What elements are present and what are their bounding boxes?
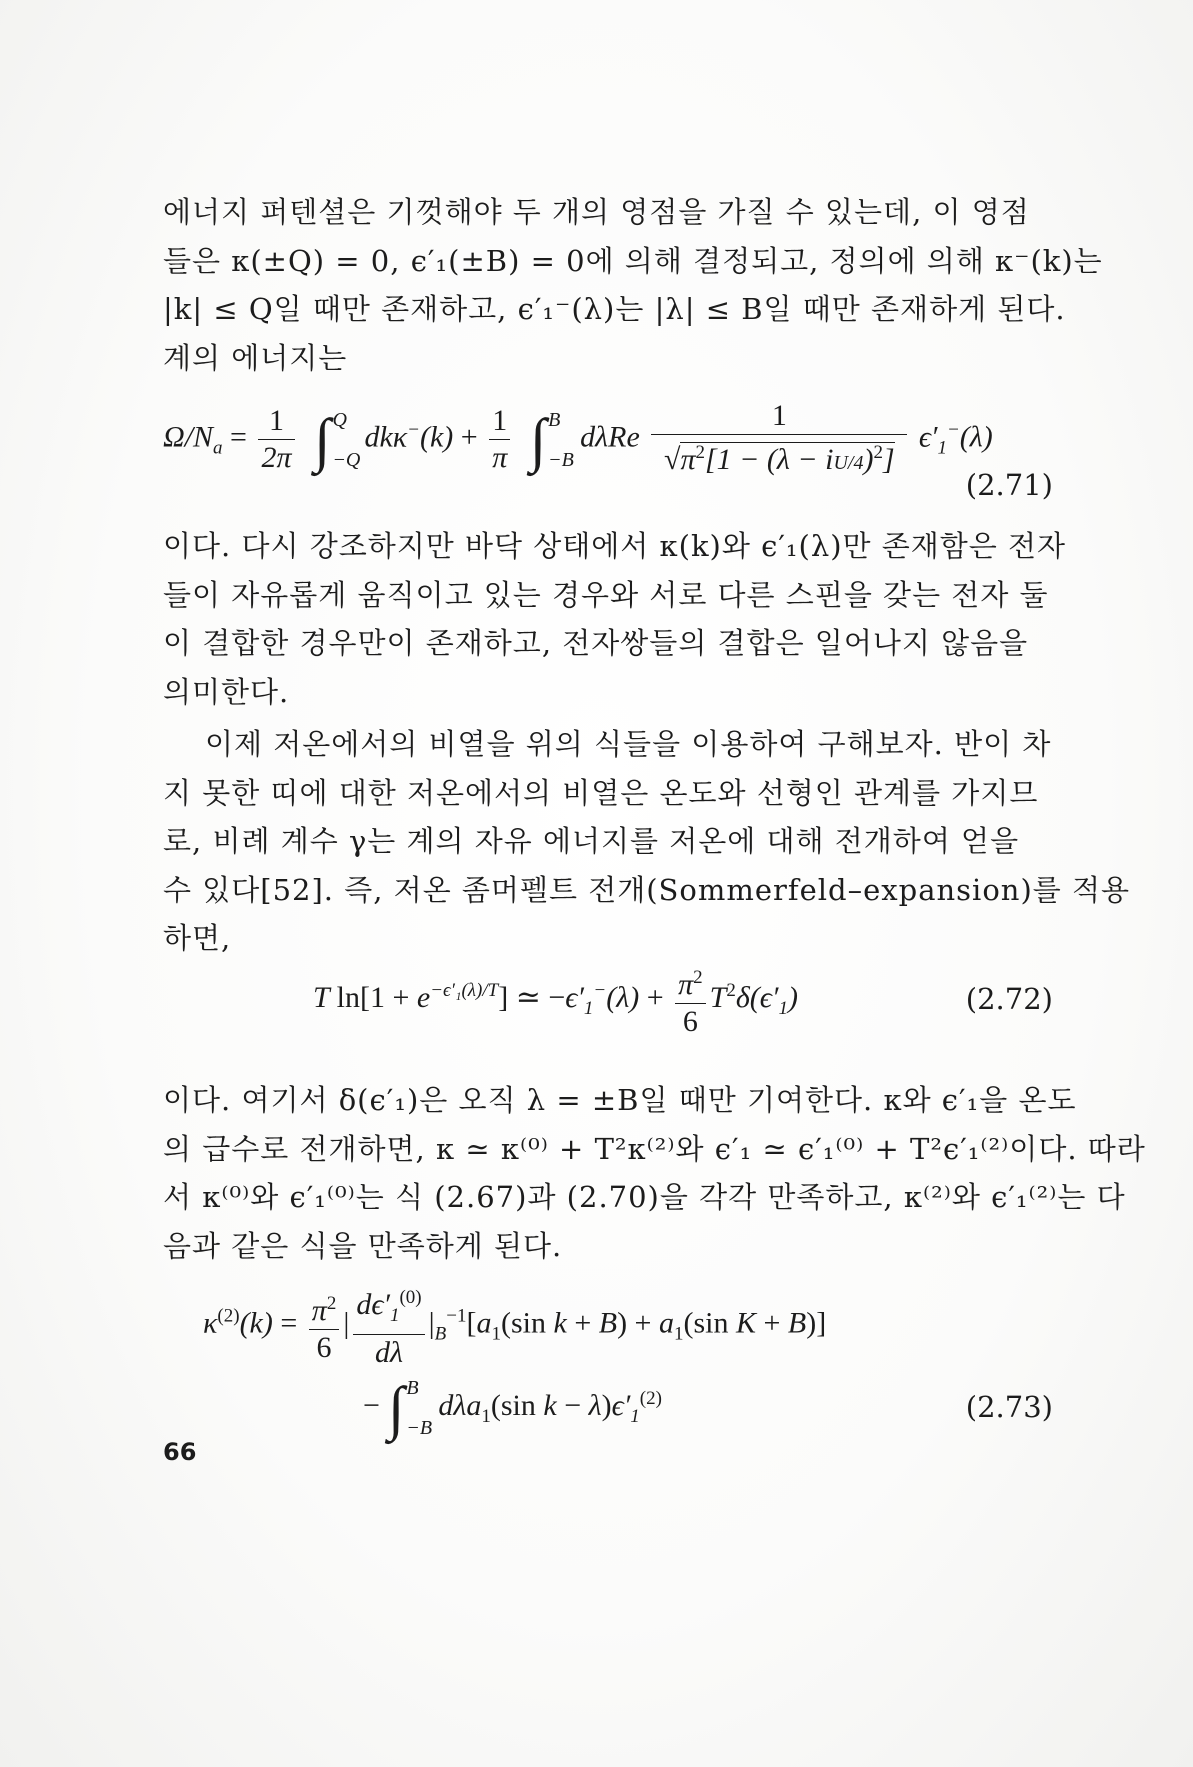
equation-number: (2.72) [965,982,1053,1016]
text-line: 이다. 다시 강조하지만 바닥 상태에서 κ(k)와 ϵ′₁(λ)만 존재함은 전자 [163,529,1067,563]
equation-body-line-2: − ∫ B −B dλa$_1$(sin $k - \lambda)\epsilon'_1^{(2)}$ [363,1375,662,1441]
text-line: 이제 저온에서의 비열을 위의 식들을 이용하여 구해보자. 반이 차 [205,727,1052,761]
paragraph-specific-heat [163,720,1131,963]
text-line: 수 있다[52]. 즉, 저온 좀머펠트 전개(Sommerfeld–expansion)를 적용 [163,872,1131,907]
text-line: |k| ≤ Q일 때만 존재하고, ϵ′₁⁻(λ)는 |λ| ≤ B일 때만 존재하게 된다. [163,292,1066,326]
text-line: 의 급수로 전개하면, κ ≃ κ⁽⁰⁾ + T²κ⁽²⁾와 ϵ′₁ ≃ ϵ′₁⁽⁰⁾ + T²ϵ′₁⁽²⁾이다. 따라 [163,1131,1146,1166]
page-number: 66 [163,1438,197,1466]
text-line: 지 못한 띠에 대한 저온에서의 비열은 온도와 선형인 관계를 가지므 [163,775,1039,810]
text-line: 계의 에너지는 [163,340,348,375]
text-line: 에너지 퍼텐셜은 기껏해야 두 개의 영점을 가질 수 있는데, 이 영점 [163,195,1030,229]
text-line: 이 결합한 경우만이 존재하고, 전자쌍들의 결합은 일어나지 않음을 [163,626,1029,660]
text-line: 들이 자유롭게 움직이고 있는 경우와 서로 다른 스핀을 갖는 전자 둘 [163,577,1049,612]
paragraph-ground-state [163,522,1067,716]
text-line: 서 κ⁽⁰⁾와 ϵ′₁⁽⁰⁾는 식 (2.67)과 (2.70)을 각각 만족하고, κ⁽²⁾와 ϵ′₁⁽²⁾는 다 [163,1180,1126,1214]
text-line: 하면, [163,921,232,955]
text-line: 의미한다. [163,674,290,709]
text-line: 들은 κ(±Q) = 0, ϵ′₁(±B) = 0에 의해 결정되고, 정의에 의해 κ⁻(k)는 [163,243,1103,278]
equation-body: $\Omega/N_a$ = $\frac{1}{2\pi}$ ∫ Q −Q dkκ−(k) + $\frac{1}{\pi}$ ∫ B −B dλRe $\frac{1}{√\pi^2[1 - (\lambda - iU/4)^2]}$ $\epsilon'_1^-(\lambda)$ [163,399,993,476]
text-line: 이다. 여기서 δ(ϵ′₁)은 오직 λ = ±B일 때만 기여한다. κ와 ϵ′₁을 온도 [163,1083,1077,1117]
equation-2-72 [163,960,1053,1040]
equation-2-71 [163,398,1053,518]
equation-number: (2.71) [965,468,1053,502]
equation-number: (2.73) [965,1390,1053,1424]
equation-body-line-1: $\kappa^{(2)}(k)$ = $\frac{\pi^2}{6}$ | $\frac{d\epsilon'_1^{(0)}}{d\lambda}$ $|_B^{-1}[a_1(\sin$ $k + B) + a_1(\sin$ K + B)] [203,1280,826,1371]
paragraph-intro [163,188,1103,382]
equation-2-73 [163,1280,1053,1450]
equation-body: T $\ln[1 + e^{-\epsilon'_1(\lambda)/T}]$ ≃ $-\epsilon'_1^-(\lambda)$ + $\frac{\pi^2}{6}$ $T^2\delta(\epsilon'_1)$ [313,960,798,1040]
text-line: 음과 같은 식을 만족하게 된다. [163,1228,563,1263]
text-line: 로, 비례 계수 γ는 계의 자유 에너지를 저온에 대해 전개하여 얻을 [163,824,1020,858]
paragraph-expansion [163,1076,1146,1270]
